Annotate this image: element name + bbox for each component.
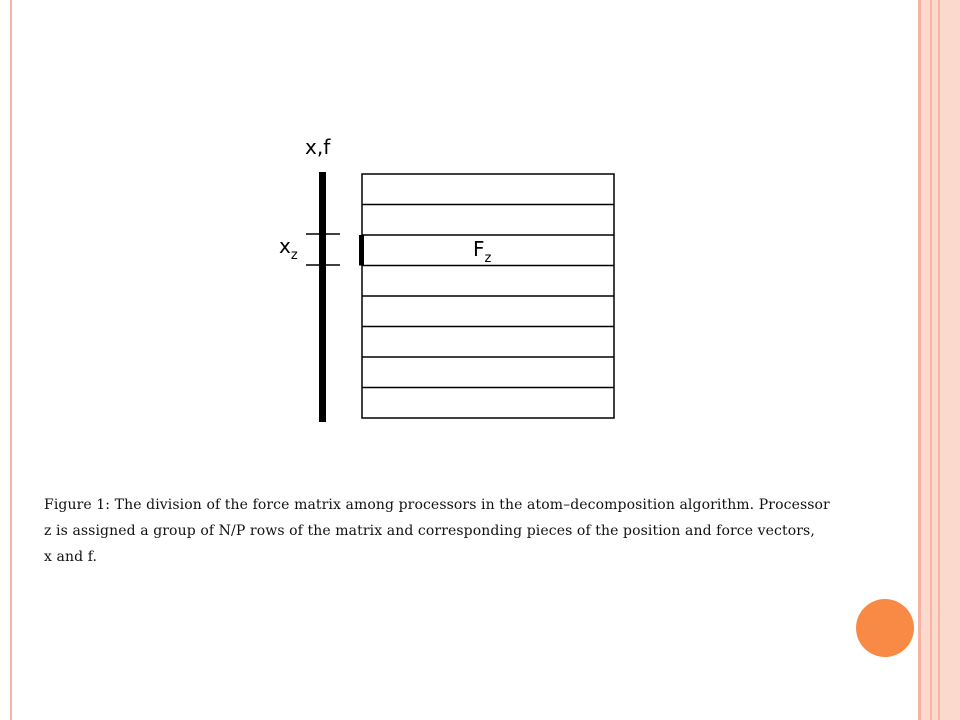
caption-line: z is assigned a group of N/P rows of the matrix and corresponding pieces of the position and force vectors, [44, 523, 815, 539]
xz-label-main: x [279, 234, 291, 258]
figure-caption [44, 492, 874, 570]
fz-label [473, 237, 492, 266]
xz-label [279, 234, 298, 263]
xz-label-sub: z [290, 248, 298, 263]
force-matrix [359, 174, 614, 418]
position-force-vector-bar [319, 172, 326, 422]
caption-line: Figure 1: The division of the force matrix among processors in the atom–decomposition algorithm. Processor [44, 497, 830, 513]
fz-label-sub: z [484, 251, 492, 266]
vector-label: x,f [305, 135, 331, 159]
highlighted-row-marker [359, 235, 364, 266]
caption-line: x and f. [44, 549, 98, 565]
fz-label-main: F [473, 237, 485, 261]
